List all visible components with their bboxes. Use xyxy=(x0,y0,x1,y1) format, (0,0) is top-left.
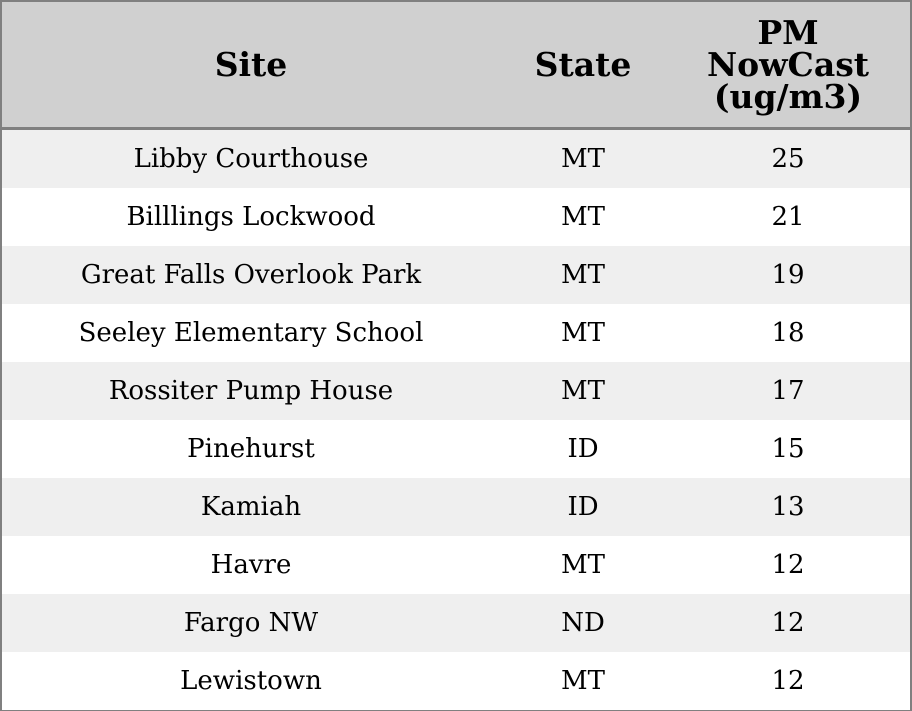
site-cell: Rossiter Pump House xyxy=(2,362,500,420)
site-cell: Seeley Elementary School xyxy=(2,304,500,362)
pm-value-cell: 18 xyxy=(666,304,910,362)
table-row xyxy=(2,420,910,478)
site-cell: Libby Courthouse xyxy=(2,129,500,189)
table-row xyxy=(2,129,910,189)
table-row xyxy=(2,478,910,536)
state-cell: MT xyxy=(500,536,666,594)
state-cell: ND xyxy=(500,594,666,652)
state-cell: ID xyxy=(500,420,666,478)
state-cell: MT xyxy=(500,652,666,710)
state-cell: MT xyxy=(500,304,666,362)
state-cell: MT xyxy=(500,129,666,189)
table-row xyxy=(2,246,910,304)
table-row xyxy=(2,594,910,652)
pm-value-cell: 15 xyxy=(666,420,910,478)
table-body xyxy=(2,129,910,711)
table-row xyxy=(2,188,910,246)
pm-value-cell: 12 xyxy=(666,652,910,710)
site-cell: Lewistown xyxy=(2,652,500,710)
table-row xyxy=(2,536,910,594)
data-table xyxy=(2,2,910,710)
column-header-site: Site xyxy=(2,2,500,129)
table-row xyxy=(2,652,910,710)
column-header-pm-nowcast: PM NowCast (ug/m3) xyxy=(666,2,910,129)
pm-value-cell: 19 xyxy=(666,246,910,304)
state-cell: MT xyxy=(500,362,666,420)
table-row xyxy=(2,304,910,362)
state-cell: MT xyxy=(500,246,666,304)
pm-value-cell: 13 xyxy=(666,478,910,536)
state-cell: ID xyxy=(500,478,666,536)
pm-value-cell: 12 xyxy=(666,594,910,652)
site-cell: Pinehurst xyxy=(2,420,500,478)
site-cell: Havre xyxy=(2,536,500,594)
site-cell: Kamiah xyxy=(2,478,500,536)
pm-value-cell: 25 xyxy=(666,129,910,189)
site-cell: Great Falls Overlook Park xyxy=(2,246,500,304)
site-cell: Fargo NW xyxy=(2,594,500,652)
pm-value-cell: 21 xyxy=(666,188,910,246)
column-header-state: State xyxy=(500,2,666,129)
site-cell: Billlings Lockwood xyxy=(2,188,500,246)
pm-value-cell: 17 xyxy=(666,362,910,420)
table-row xyxy=(2,362,910,420)
state-cell: MT xyxy=(500,188,666,246)
table-header-row xyxy=(2,2,910,129)
pm-value-cell: 12 xyxy=(666,536,910,594)
